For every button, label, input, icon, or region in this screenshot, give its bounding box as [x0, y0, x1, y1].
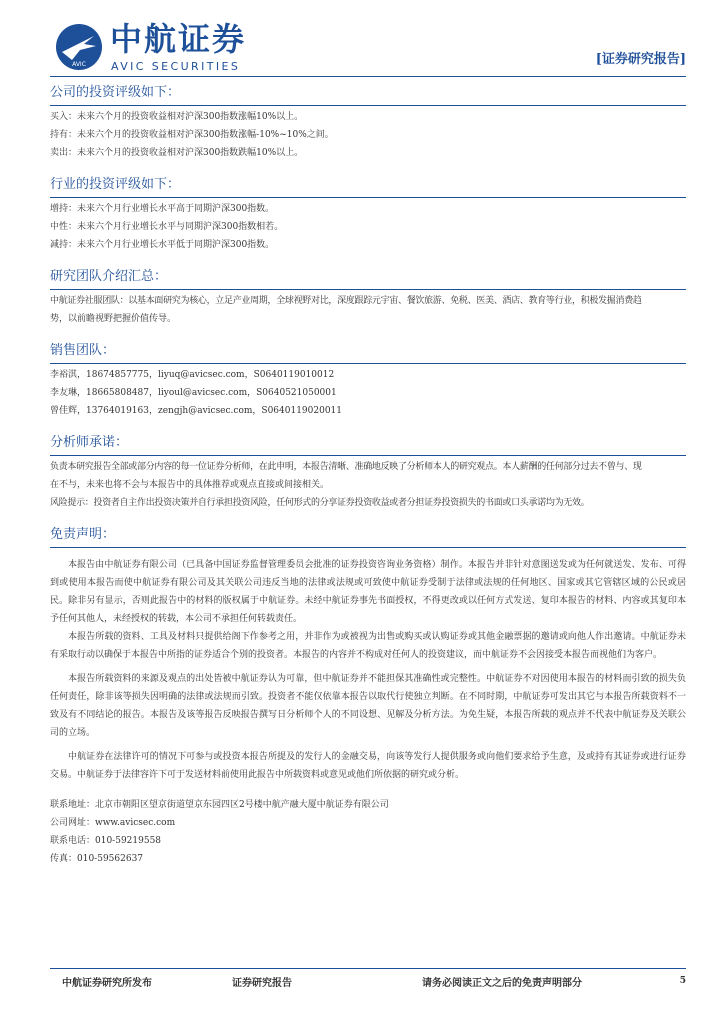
- footer-publisher: 中航证券研究所发布: [62, 978, 152, 989]
- rating-item: 增持：未来六个月行业增长水平高于同期沪深300指数。: [50, 204, 275, 214]
- sales-contact: 曾佳辉，13764019163，zengjh@avicsec.com，S0640119020011: [50, 406, 343, 416]
- analyst-pledge-title: 分析师承诺：: [50, 432, 686, 456]
- company-rating-list: [50, 108, 686, 162]
- sales-contact: 李裕淇，18674857775，liyuq@avicsec.com，S0640119010012: [50, 370, 335, 380]
- team-line: 中航证券社服团队：以基本面研究为核心，立足产业周期，全球视野对比，深度跟踪元宇宙、餐饮旅游、免税、医美、酒店、教育等行业，积极发掘消费趋: [50, 296, 642, 306]
- team-title: 研究团队介绍汇总：: [50, 266, 686, 290]
- rating-item: 减持：未来六个月行业增长水平低于同期沪深300指数。: [50, 240, 275, 250]
- team-line: 势，以前瞻视野把握价值传导。: [50, 314, 177, 324]
- header-divider: [50, 76, 686, 77]
- contact-info: [50, 796, 686, 868]
- rating-item: 持有：未来六个月的投资收益相对沪深300指数涨幅-10%~10%之间。: [50, 130, 334, 140]
- page-header: [0, 0, 724, 80]
- footer-disclaimer-note: 请务必阅读正文之后的免责声明部分: [422, 978, 582, 989]
- contact-address: 联系地址：北京市朝阳区望京街道望京东园四区2号楼中航产融大厦中航证券有限公司: [50, 800, 389, 810]
- pledge-line: 负责本研究报告全部或部分内容的每一位证券分析师，在此申明，本报告清晰、准确地反映了分析师本人的研究观点。本人薪酬的任何部分过去不曾与、现: [50, 462, 642, 472]
- avic-logo: [54, 18, 264, 78]
- disclaimer-paragraph: 本报告所载的资料、工具及材料只提供给阁下作参考之用，并非作为或被视为出售或购买或认购证券或其他金融票据的邀请或向他人作出邀请。中航证券未有采取行动以确保于本报告中所指的证券适合个别的投资者。本报告的内容并不构成对任何人的投资建议，而中航证券不会因接受本报告而视他们为客户。: [50, 632, 686, 660]
- rating-item: 中性：未来六个月行业增长水平与同期沪深300指数相若。: [50, 222, 284, 232]
- industry-rating-title: 行业的投资评级如下：: [50, 174, 686, 198]
- logo-badge-text: AVIC: [72, 61, 86, 68]
- contact-fax: 传真：010-59562637: [50, 854, 144, 864]
- pledge-line: 在不与，未来也将不会与本报告中的具体推荐或观点直接或间接相关。: [50, 480, 330, 490]
- rating-item: 买入：未来六个月的投资收益相对沪深300指数涨幅10%以上。: [50, 112, 304, 122]
- risk-warning-line: 风险提示：投资者自主作出投资决策并自行承担投资风险，任何形式的分享证券投资收益或者分担证券投资损失的书面或口头承诺均为无效。: [50, 498, 590, 508]
- industry-rating-list: [50, 200, 686, 254]
- company-rating-title: 公司的投资评级如下：: [50, 82, 686, 106]
- analyst-pledge-text: [50, 458, 686, 512]
- sales-title: 销售团队：: [50, 340, 686, 364]
- page-number: 5: [679, 976, 686, 986]
- sales-list: [50, 366, 686, 420]
- contact-website: 公司网址：www.avicsec.com: [50, 818, 176, 828]
- rating-item: 卖出：未来六个月的投资收益相对沪深300指数跌幅10%以上。: [50, 148, 304, 158]
- logo-chinese-name: 中航证券: [110, 20, 247, 58]
- disclaimer-title: 免责声明：: [50, 524, 686, 548]
- footer-report-type: 证券研究报告: [232, 978, 292, 989]
- page-footer: [50, 968, 686, 988]
- disclaimer-paragraph: 中航证券在法律许可的情况下可参与或投资本报告所提及的发行人的金融交易，向该等发行人提供服务或向他们要求给予生意，及或持有其证券或进行证券交易。中航证券于法律容许下可于发送材料前使用此报告中所载资料或意见或他们所依据的研究或分析。: [50, 752, 686, 780]
- disclaimer-paragraph: 本报告由中航证券有限公司（已具备中国证券监督管理委员会批准的证券投资咨询业务资格）制作。本报告并非针对意图送发或为任何就送发、发布、可得到或使用本报告而使中航证券有限公司及其关联公司违反当地的法律或法规或可致使中航证券受制于法律或法规的任何地区、国家或其它管辖区域的公民或居民。除非另有显示，否则此报告中的材料的版权属于中航证券。未经中航证券事先书面授权，不得更改或以任何方式发送、复印本报告的材料、内容或其复印本予任何其他人，未经授权的转载，本公司不承担任何转载责任。: [50, 560, 686, 624]
- footer-divider: [50, 968, 686, 969]
- report-type-tag: [证券研究报告]: [595, 52, 686, 67]
- main-content: [50, 82, 686, 868]
- disclaimer-body: [50, 550, 686, 784]
- avic-plane-logo-icon: [54, 22, 104, 72]
- disclaimer-paragraph: 本报告所载资料的来源及观点的出处皆被中航证券认为可靠，但中航证券并不能担保其准确性或完整性。中航证券不对因使用本报告的材料而引致的损失负任何责任，除非该等损失因明确的法律或法规而引致。投资者不能仅依靠本报告以取代行使独立判断。在不同时期，中航证券可发出其它与本报告所载资料不一致及有不同结论的报告。本报告及该等报告反映报告撰写日分析师个人的不同设想、见解及分析方法。为免生疑，本报告所载的观点并不代表中航证券及关联公司的立场。: [50, 674, 686, 738]
- contact-phone: 联系电话：010-59219558: [50, 836, 162, 846]
- logo-english-name: AVIC SECURITIES: [111, 60, 241, 73]
- team-description: [50, 292, 686, 328]
- sales-contact: 李友琳，18665808487，liyoul@avicsec.com，S0640521050001: [50, 388, 337, 398]
